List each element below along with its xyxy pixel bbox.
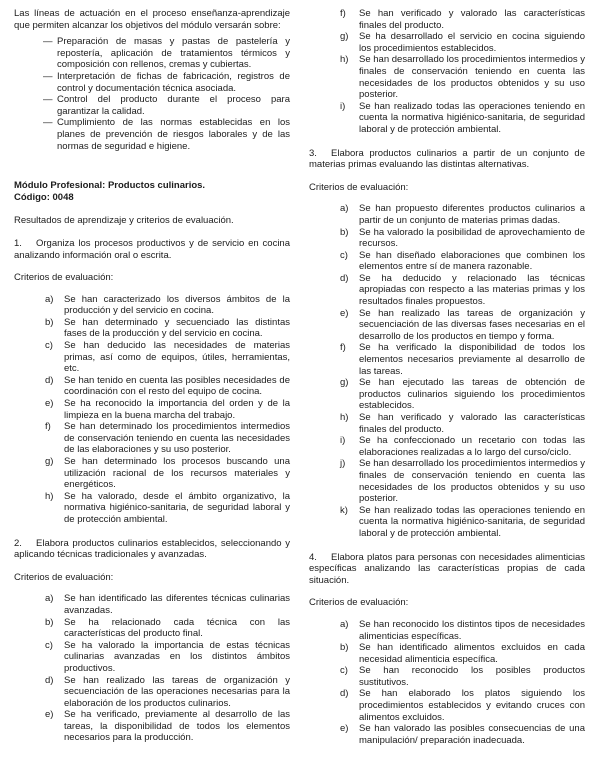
criterion-item [309, 203, 585, 226]
criterion-text: Se han verificado y valorado las características finales del producto. [359, 412, 585, 435]
criterion-item [309, 688, 585, 723]
results-line: Resultados de aprendizaje y criterios de evaluación. [14, 215, 234, 227]
module-heading [14, 180, 290, 203]
criterion-label: f) [340, 342, 346, 354]
criterion-text: Se han ejecutado las tareas de obtención de productos culinarios siguiendo los procedimientos establecidos. [359, 377, 585, 412]
criterion-item [309, 227, 585, 250]
section-statement [309, 552, 585, 587]
criterion-item [14, 675, 290, 710]
criteria-list [14, 294, 290, 526]
criterion-text: Se ha valorado, desde el ámbito organizativo, la normativa higiénico-sanitaria, de seguridad laboral y de protección ambiental. [64, 490, 290, 525]
criterion-label: a) [340, 203, 349, 215]
criterion-label: a) [45, 593, 54, 605]
criterion-label: b) [45, 616, 54, 628]
criterion-label: c) [340, 665, 348, 677]
criterion-text: Se han deducido las necesidades de materias primas, así como de equipos, útiles, herramientas, etc. [64, 340, 290, 375]
section-statement-text: Elabora platos para personas con necesidades alimenticias específicas analizando las características propias de cada situación. [309, 551, 585, 586]
criterion-text: Se han determinado y secuenciado las distintas fases de la producción y del servicio en cocina. [64, 316, 290, 340]
criterion-label: e) [340, 723, 349, 735]
criterion-item [309, 458, 585, 504]
criterion-text: Se han realizado todas las operaciones teniendo en cuenta la normativa higiénico-sanitaria, de seguridad laboral y de protección ambiental. [359, 100, 585, 135]
criterion-text: Se han reconocido los posibles productos sustitutivos. [359, 665, 585, 688]
criterion-text: Se ha confeccionado un recetario con todas las elaboraciones realizadas a lo largo del curso/ciclo. [359, 435, 585, 458]
criterion-label: e) [340, 307, 349, 319]
section-statement-text: Organiza los procesos productivos y de servicio en cocina analizando información oral o escrita. [14, 237, 290, 261]
criterion-text: Se han verificado y valorado las características finales del producto. [359, 8, 585, 31]
criterion-label: c) [340, 249, 348, 261]
section-number: 3. [309, 147, 317, 159]
criterion-label: b) [340, 226, 349, 238]
criterion-label: h) [340, 412, 349, 423]
criterion-text: Se han realizado las tareas de organización y secuenciación de las operaciones necesarias para la elaboración de los productos culinarios. [64, 674, 290, 709]
criteria-list [309, 619, 585, 747]
criterion-label: e) [45, 398, 54, 410]
criterion-text: Se han desarrollado los procedimientos intermedios y finales de conservación teniendo en cuenta las necesidades de los productos obtenidos y su uso posterior. [359, 458, 586, 505]
criteria-list [309, 8, 585, 136]
criterion-label: k) [340, 504, 348, 516]
criterion-item [14, 593, 290, 616]
list-item-text: Interpretación de fichas de fabricación, registros de control y documentación técnica asociada. [57, 70, 290, 94]
criterion-label: g) [340, 377, 349, 389]
list-item-text: Control del producto durante el proceso para garantizar la calidad. [57, 94, 290, 117]
criterion-label: g) [340, 31, 349, 43]
criterion-text: Se ha verificado la disponibilidad de todos los elementos necesarios previamente al desarrollo de las tareas. [359, 342, 585, 377]
action-lines-list [14, 36, 290, 152]
criterion-label: c) [45, 340, 53, 352]
module-title: Módulo Profesional: Productos culinarios. [14, 180, 206, 192]
criteria-heading: Criterios de evaluación: [14, 571, 114, 583]
criterion-label: a) [340, 618, 349, 630]
criterion-label: i) [340, 100, 346, 112]
list-item [14, 117, 290, 152]
section-statement [14, 238, 290, 261]
criterion-item [14, 709, 290, 744]
criterion-label: g) [45, 456, 54, 467]
criterion-item [309, 342, 585, 377]
intro-paragraph: Las líneas de actuación en el proceso enseñanza-aprendizaje que permiten alcanzar los objetivos del módulo versarán sobre: [14, 8, 290, 31]
criterion-text: Se han determinado los procesos buscando una utilización racional de los recursos materiales y energéticos. [64, 456, 290, 491]
right-column [309, 8, 585, 763]
left-column [14, 8, 290, 763]
criterion-item [309, 619, 585, 642]
criterion-text: Se han caracterizado los diversos ámbitos de la producción y del servicio en cocina. [64, 293, 290, 317]
criterion-text: Se han identificado alimentos excluidos en cada necesidad alimenticia específica. [359, 642, 585, 665]
criteria-list [14, 593, 290, 744]
criterion-item [14, 617, 290, 640]
criterion-text: Se han valorado las posibles consecuencias de una manipulación/ preparación inadecuada. [359, 723, 585, 746]
criterion-text: Se han desarrollado los procedimientos intermedios y finales de conservación teniendo en cuenta las necesidades de los productos obtenidos y su uso posterior. [359, 54, 586, 101]
criteria-heading: Criterios de evaluación: [309, 597, 409, 609]
criterion-item [309, 250, 585, 273]
criterion-item [14, 375, 290, 398]
criterion-text: Se ha reconocido la importancia del orden y de la limpieza en la buena marcha del trabajo. [64, 398, 290, 421]
section-statement-text: Elabora productos culinarios a partir de un conjunto de materias primas evaluando las distintas alternativas. [309, 147, 585, 171]
criterion-label: a) [45, 293, 54, 305]
section-number: 4. [309, 551, 317, 563]
criterion-label: d) [340, 688, 349, 700]
criteria-heading: Criterios de evaluación: [309, 181, 409, 193]
criterion-item [14, 640, 290, 675]
criterion-text: Se han elaborado los platos siguiendo los procedimientos establecidos y evitando cruces con alimentos excluidos. [359, 688, 585, 723]
section-statement [14, 538, 290, 561]
criterion-label: h) [45, 490, 54, 502]
em-dash: — [43, 94, 53, 106]
criterion-item [309, 412, 585, 435]
em-dash: — [43, 36, 53, 48]
criterion-item [14, 421, 290, 456]
criterion-item [309, 308, 585, 343]
criterion-text: Se han propuesto diferentes productos culinarios a partir de un conjunto de materias primas dadas. [359, 203, 585, 226]
criterion-text: Se ha relacionado cada técnica con las características del producto final. [64, 616, 290, 640]
module-code: Código: 0048 [14, 191, 74, 203]
criterion-text: Se ha verificado, previamente al desarrollo de las tareas, la disponibilidad de todos los elementos necesarios para la producción. [64, 709, 290, 744]
criterion-label: b) [340, 642, 349, 654]
criterion-text: Se han realizado todas las operaciones teniendo en cuenta la normativa higiénico-sanitaria, de seguridad laboral y de protección ambiental. [359, 504, 585, 539]
criterion-item [309, 31, 585, 54]
criterion-label: d) [340, 272, 349, 284]
criterion-item [309, 54, 585, 100]
criterion-label: h) [340, 54, 349, 66]
criterion-text: Se han diseñado elaboraciones que combinen los elementos entre sí de manera razonable. [359, 249, 585, 273]
criterion-text: Se han tenido en cuenta las posibles necesidades de coordinación con el resto del equipo de cocina. [64, 374, 290, 398]
criterion-label: e) [45, 709, 54, 721]
criterion-item [309, 435, 585, 458]
criterion-item [309, 273, 585, 308]
criterion-item [309, 505, 585, 540]
list-item-text: Cumplimiento de las normas establecidas en los planes de prevención de riesgos laborales y de las normas de seguridad e higiene. [57, 117, 290, 152]
criterion-text: Se han identificado las diferentes técnicas culinarias avanzadas. [64, 593, 290, 616]
criteria-heading: Criterios de evaluación: [14, 272, 114, 284]
criterion-label: d) [45, 674, 54, 686]
criterion-label: c) [45, 639, 53, 651]
section-number: 1. [14, 237, 22, 249]
criterion-item [14, 340, 290, 375]
criterion-item [14, 317, 290, 340]
criterion-item [309, 642, 585, 665]
criterion-label: f) [340, 8, 346, 19]
criterion-item [14, 294, 290, 317]
criterion-text: Se ha valorado la importancia de estas técnicas culinarias avanzadas en los distintos ámbitos productivos. [64, 639, 290, 674]
list-item-text: Preparación de masas y pastas de pastelería y repostería, aplicación de tratamientos térmicos y composición con rellenos, cremas y cubiertas. [57, 36, 290, 71]
criterion-item [14, 398, 290, 421]
em-dash: — [43, 70, 53, 82]
criterion-label: b) [45, 316, 54, 328]
em-dash: — [43, 117, 53, 129]
section-statement-text: Elabora productos culinarios establecidos, seleccionando y aplicando técnicas tradicionales y avanzadas. [14, 537, 290, 561]
criterion-text: Se han realizado las tareas de organización y secuenciación de las diversas fases necesarias en el desarrollo de los productos en tiempo y forma. [359, 307, 585, 342]
criterion-label: d) [45, 374, 54, 386]
criteria-list [309, 203, 585, 539]
criterion-item [309, 101, 585, 136]
criterion-text: Se ha valorado la posibilidad de aprovechamiento de recursos. [359, 226, 585, 250]
section-number: 2. [14, 537, 22, 549]
section-statement [309, 148, 585, 171]
criterion-item [309, 8, 585, 31]
criterion-label: j) [340, 458, 346, 470]
criterion-text: Se han determinado los procedimientos intermedios de conservación teniendo en cuenta las necesidades de las elaboraciones y su uso posterior. [64, 421, 290, 456]
list-item [14, 71, 290, 94]
criterion-item [309, 665, 585, 688]
criterion-label: f) [45, 421, 51, 433]
criterion-item [309, 723, 585, 746]
criterion-text: Se ha deducido y relacionado las técnicas apropiadas con respecto a las materias primas y los resultados finales propuestos. [359, 272, 585, 308]
criterion-item [309, 377, 585, 412]
criterion-label: i) [340, 435, 346, 447]
criterion-item [14, 491, 290, 526]
criterion-text: Se ha desarrollado el servicio en cocina siguiendo los procedimientos establecidos. [359, 31, 585, 54]
list-item [14, 94, 290, 117]
list-item [14, 36, 290, 71]
criterion-item [14, 456, 290, 491]
criterion-text: Se han reconocido los distintos tipos de necesidades alimenticias específicas. [359, 618, 585, 642]
